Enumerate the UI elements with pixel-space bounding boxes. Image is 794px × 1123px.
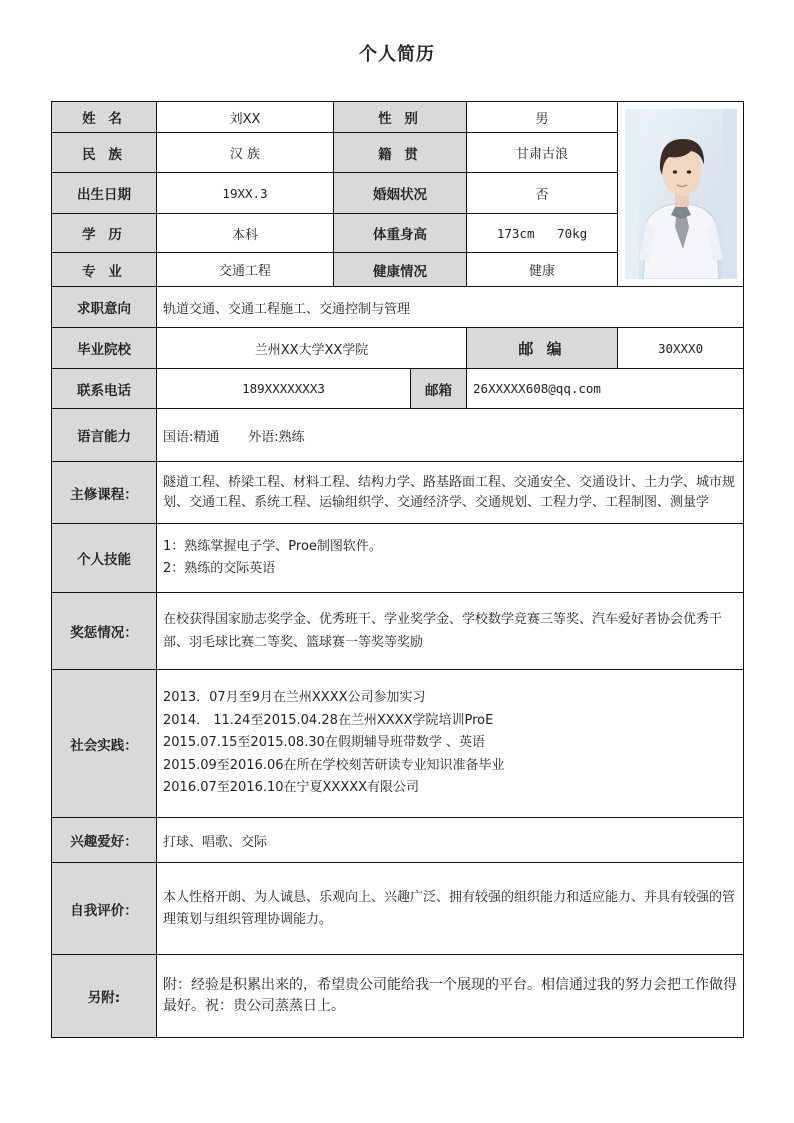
phone-value: 189XXXXXXX3 xyxy=(157,369,411,409)
practice-item: 2013．07月至9月在兰州XXXX公司参加实习 xyxy=(163,690,426,706)
major-value: 交通工程 xyxy=(157,253,334,287)
extra-label: 另附: xyxy=(52,955,157,1038)
major-label: 专 业 xyxy=(52,253,157,287)
practice-item: 2015.09至2016.06在所在学校刻苦研读专业知识准备毕业 xyxy=(163,757,505,773)
body-value: 173cm 70kg xyxy=(467,214,618,253)
skills-label: 个人技能 xyxy=(52,524,157,593)
hobby-value: 打球、唱歌、交际 xyxy=(157,818,744,863)
email-value: 26XXXXX608@qq.com xyxy=(467,369,744,409)
courses-value: 隧道工程、桥梁工程、材料工程、结构力学、路基路面工程、交通安全、交通设计、土力学、城市规划、交通工程、系统工程、运输组织学、交通经济学、交通规划、工程力学、工程制图、测量学 xyxy=(157,462,744,524)
language-value: 国语:精通 外语:熟练 xyxy=(157,409,744,462)
email-label: 邮箱 xyxy=(411,369,467,409)
school-value: 兰州XX大学XX学院 xyxy=(157,328,467,369)
language-label: 语言能力 xyxy=(52,409,157,462)
self-eval-value: 本人性格开朗、为人诚恳、乐观向上、兴趣广泛、拥有较强的组织能力和适应能力、并具有较强的管理策划与组织管理协调能力。 xyxy=(157,863,744,955)
name-label: 姓 名 xyxy=(52,102,157,133)
postcode-label: 邮 编 xyxy=(467,328,618,369)
self-eval-label: 自我评价： xyxy=(52,863,157,955)
ethnicity-value: 汉 族 xyxy=(157,133,334,173)
health-value: 健康 xyxy=(467,253,618,287)
ethnicity-label: 民 族 xyxy=(52,133,157,173)
education-value: 本科 xyxy=(157,214,334,253)
marital-value: 否 xyxy=(467,173,618,214)
name-value: 刘XX xyxy=(157,102,334,133)
education-label: 学 历 xyxy=(52,214,157,253)
practice-list xyxy=(157,670,744,818)
origin-label: 籍 贯 xyxy=(334,133,467,173)
job-intent-value: 轨道交通、交通工程施工、交通控制与管理 xyxy=(157,287,744,328)
skill-item: 2：熟练的交际英语 xyxy=(163,561,276,576)
body-label: 体重身高 xyxy=(334,214,467,253)
postcode-value: 30XXX0 xyxy=(618,328,744,369)
extra-value: 附：经验是积累出来的，希望贵公司能给我一个展现的平台。相信通过我的努力会把工作做得最好。祝：贵公司蒸蒸日上。 xyxy=(157,955,744,1038)
practice-item: 2016.07至2016.10在宁夏XXXXX有限公司 xyxy=(163,780,420,796)
skill-item: 1：熟练掌握电子学、Proe制图软件。 xyxy=(163,538,382,554)
gender-value: 男 xyxy=(467,102,618,133)
awards-label: 奖惩情况： xyxy=(52,593,157,670)
practice-item: 2014． 11.24至2015.04.28在兰州XXXX学院培训ProE xyxy=(163,712,494,728)
hobby-label: 兴趣爱好： xyxy=(52,818,157,863)
courses-label: 主修课程： xyxy=(52,462,157,524)
resume-table xyxy=(51,101,744,1038)
health-label: 健康情况 xyxy=(334,253,467,287)
skills-list xyxy=(157,524,744,593)
job-intent-label: 求职意向 xyxy=(52,287,157,328)
practice-label: 社会实践： xyxy=(52,670,157,818)
gender-label: 性 别 xyxy=(334,102,467,133)
birth-value: 19XX.3 xyxy=(157,173,334,214)
practice-item: 2015.07.15至2015.08.30在假期辅导班带数学 、英语 xyxy=(163,735,485,751)
school-label: 毕业院校 xyxy=(52,328,157,369)
origin-value: 甘肃古浪 xyxy=(467,133,618,173)
page-title: 个人简历 xyxy=(359,44,435,65)
phone-label: 联系电话 xyxy=(52,369,157,409)
photo-cell xyxy=(618,102,744,287)
marital-label: 婚姻状况 xyxy=(334,173,467,214)
awards-value: 在校获得国家励志奖学金、优秀班干、学业奖学金、学校数学竞赛三等奖、汽车爱好者协会优秀干部、羽毛球比赛二等奖、篮球赛一等奖等奖励 xyxy=(157,593,744,670)
child-portrait-photo xyxy=(625,109,737,279)
birth-label: 出生日期 xyxy=(52,173,157,214)
